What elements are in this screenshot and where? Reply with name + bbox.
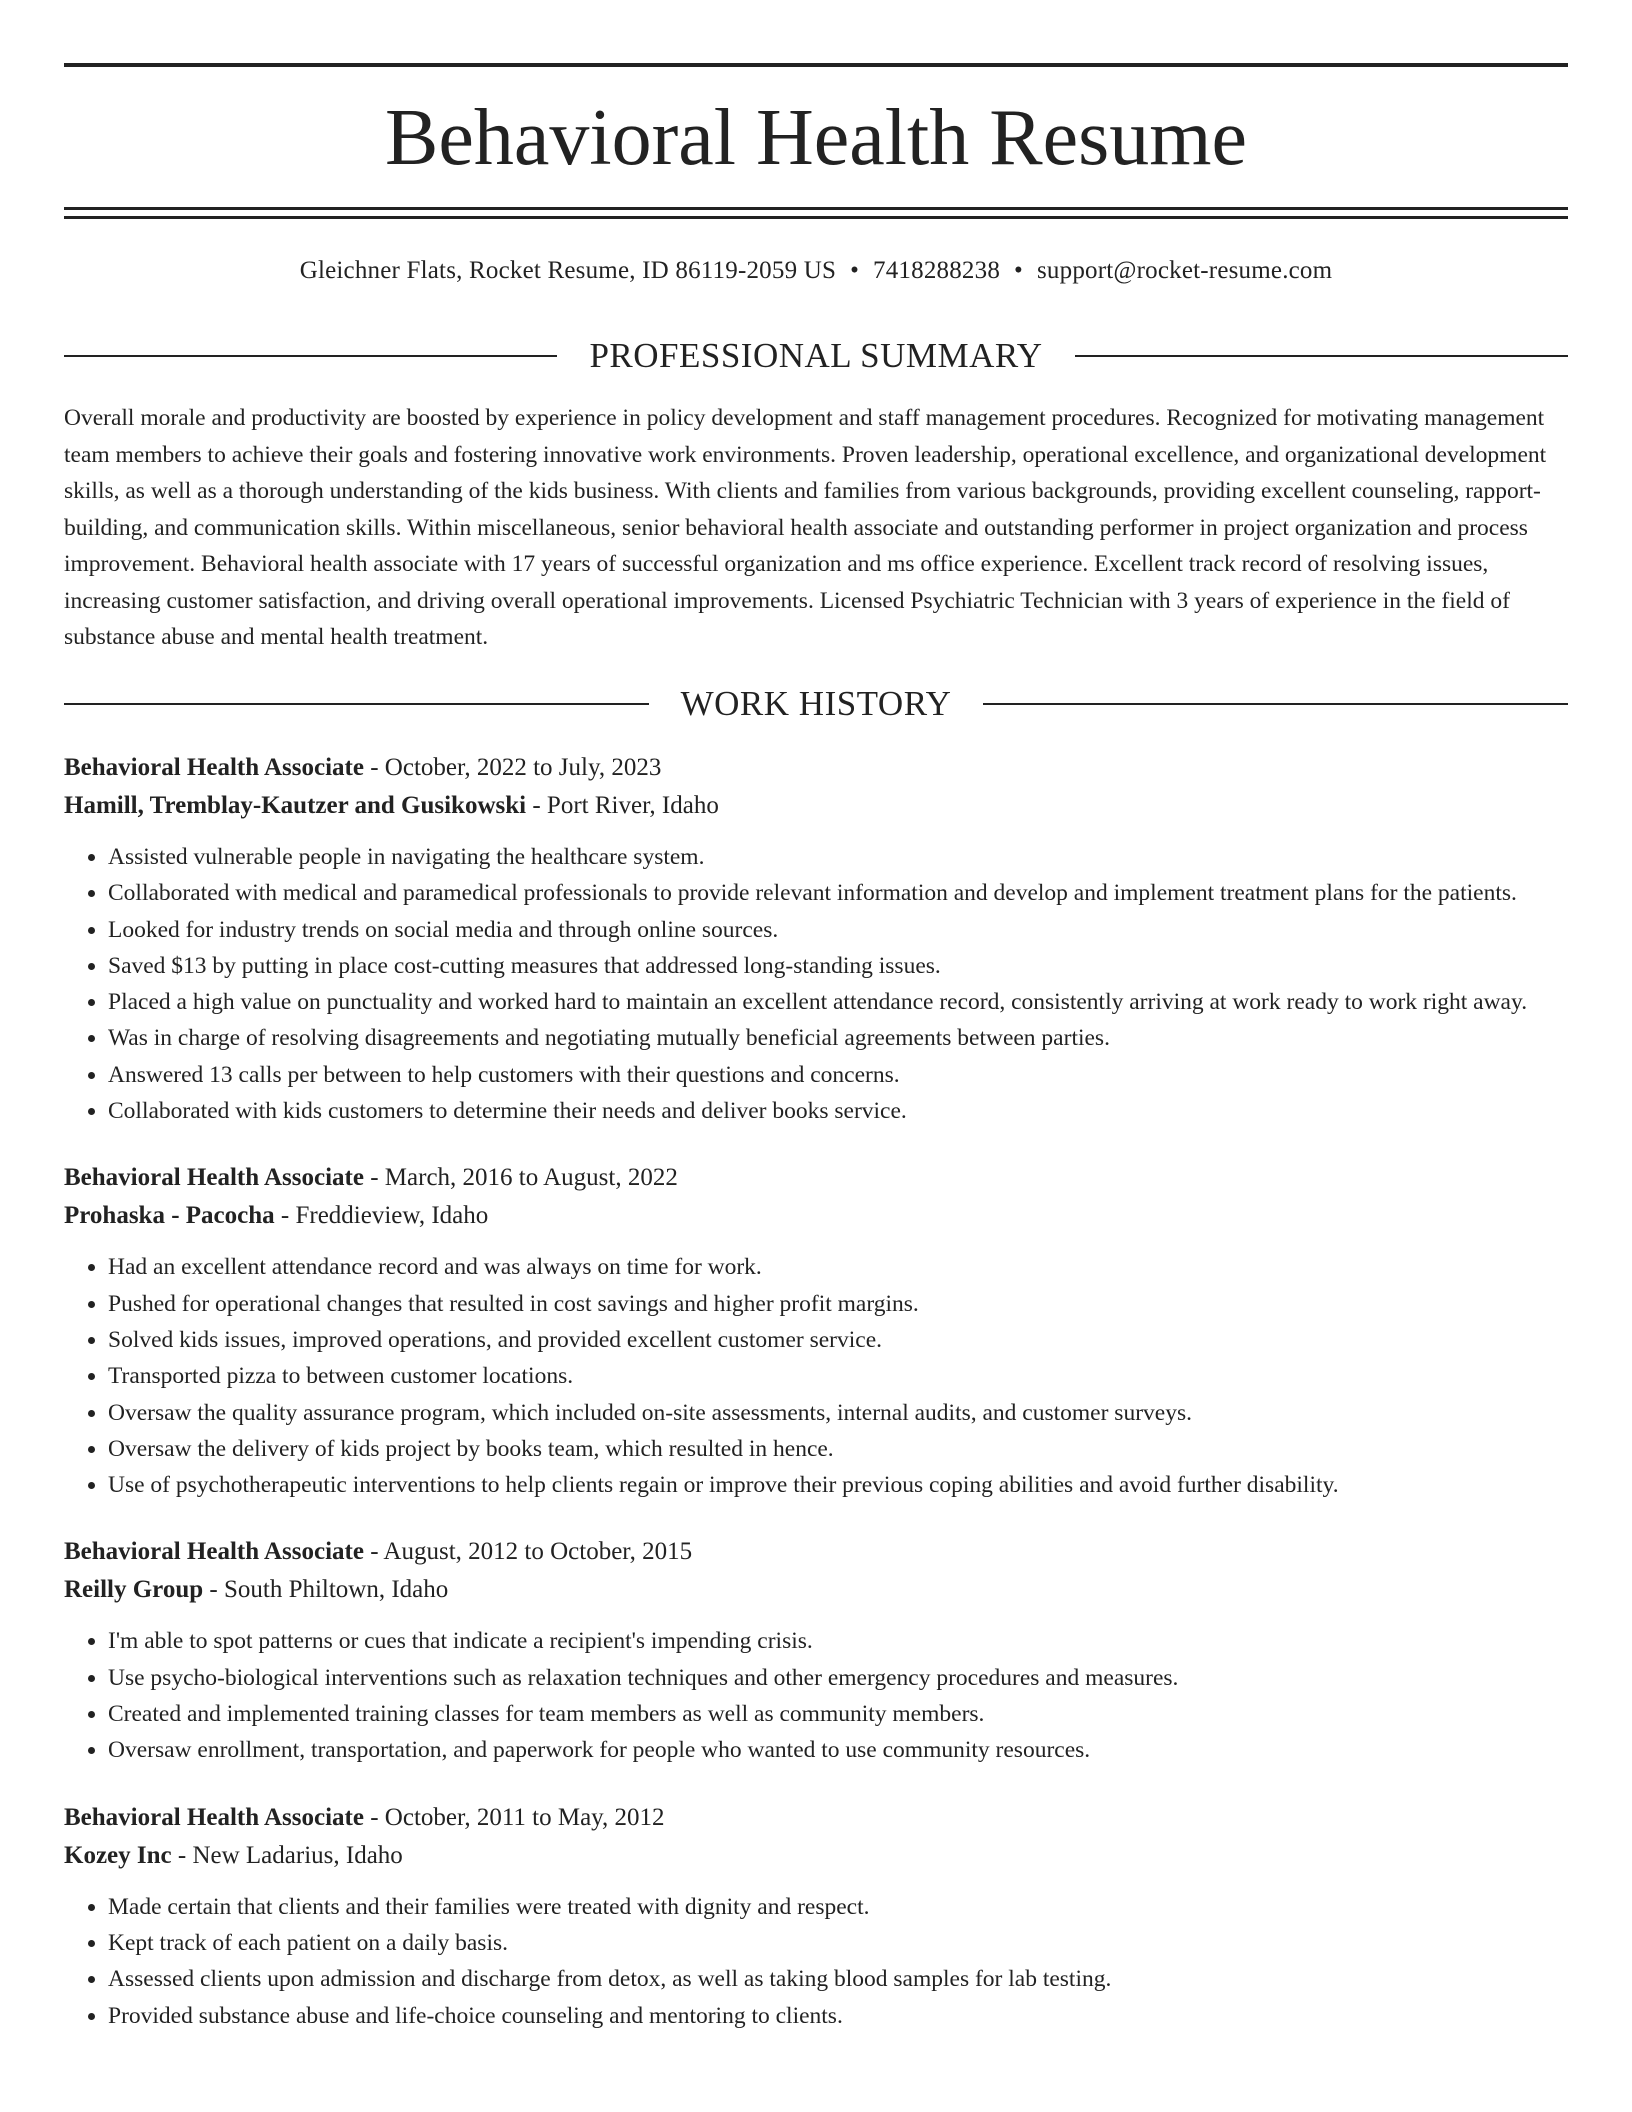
job-role: Behavioral Health Associate [64,1164,364,1192]
job-company: Reilly Group [64,1576,204,1604]
job-bullet: • Assisted vulnerable people in navigating the healthcare system. [108,839,1568,875]
work-section-header [64,682,1568,726]
job-role: Behavioral Health Associate [64,1803,364,1831]
job-bullet: • Provided substance abuse and life-choice counseling and mentoring to clients. [108,1998,1568,2034]
resume-title: Behavioral Health Resume [385,94,1247,182]
job-bullet: • Answered 13 calls per between to help customers with their questions and concerns. [108,1057,1568,1093]
job-bullet: • Solved kids issues, improved operations, and provided excellent customer service. [108,1322,1568,1358]
job-bullet: • Pushed for operational changes that resulted in cost savings and higher profit margins. [108,1286,1568,1322]
job-entry [64,1799,1568,2034]
job-company-line [64,787,1568,825]
section-rule-right [983,703,1568,705]
job-bullet: • I'm able to spot patterns or cues that indicate a recipient's impending crisis. [108,1623,1568,1659]
job-dates: - October, 2011 to May, 2012 [363,1803,665,1831]
job-role-line [64,1533,1568,1571]
job-bullet: • Made certain that clients and their families were treated with dignity and respect. [108,1889,1568,1925]
job-bullet: • Placed a high value on punctuality and worked hard to maintain an excellent attendance record, consistently arriving at work ready to work right away. [108,984,1568,1020]
section-rule-left [64,355,557,357]
job-company: Kozey Inc [64,1841,172,1869]
job-company-line [64,1571,1568,1609]
title-rule-lower [64,216,1568,219]
job-bullet: • Assessed clients upon admission and discharge from detox, as well as taking blood samples for lab testing. [108,1961,1568,1997]
job-role-line [64,1159,1568,1197]
top-rule [64,63,1568,67]
job-role-line [64,1799,1568,1837]
section-rule-left [64,703,649,705]
summary-text: Overall morale and productivity are boosted by experience in policy development and staff management procedures. Recognized for motivating management team members to achieve their goals and fostering innovative work environments. Proven leadership, operational excellence, and organizational development skills, as well as a thorough understanding of the kids business. With clients and families from various backgrounds, providing excellent counseling, rapport-building, and communication skills. Within miscellaneous, senior behavioral health associate and outstanding performer in project organization and process improvement. Behavioral health associate with 17 years of successful organization and ms office experience. Excellent track record of resolving issues, increasing customer satisfaction, and driving overall operational improvements. Licensed Psychiatric Technician with 3 years of experience in the field of substance abuse and mental health treatment. [64,405,1547,650]
work-heading: WORK HISTORY [680,684,952,723]
job-entry [64,1159,1568,1503]
contact-address: Gleichner Flats, Rocket Resume, ID 86119-2059 US [299,257,837,284]
job-role: Behavioral Health Associate [64,754,364,781]
work-history [64,749,1568,2064]
job-bullet: • Kept track of each patient on a daily basis. [108,1925,1568,1961]
job-entry [64,749,1568,1129]
job-bullet: • Oversaw enrollment, transportation, and paperwork for people who wanted to use community resources. [108,1732,1568,1768]
job-dates: - August, 2012 to October, 2015 [363,1538,693,1566]
job-location: - South Philtown, Idaho [203,1576,449,1604]
job-role: Behavioral Health Associate [64,1538,364,1566]
contact-separator: • [1014,257,1023,284]
job-bullet: • Transported pizza to between customer locations. [108,1358,1568,1394]
contact-line [64,254,1568,288]
job-bullet: • Was in charge of resolving disagreements and negotiating mutually beneficial agreements between parties. [108,1020,1568,1056]
job-entry [64,1533,1568,1768]
job-bullet: • Saved $13 by putting in place cost-cutting measures that addressed long-standing issues. [108,948,1568,984]
job-bullet: • Created and implemented training classes for team members as well as community members. [108,1696,1568,1732]
job-bullet: • Collaborated with kids customers to determine their needs and deliver books service. [108,1093,1568,1129]
job-company: Prohaska - Pacocha [64,1202,275,1230]
summary-heading: PROFESSIONAL SUMMARY [589,336,1043,375]
job-bullet: • Collaborated with medical and paramedical professionals to provide relevant information and develop and implement treatment plans for the patients. [108,875,1568,911]
job-role-line [64,749,1568,787]
summary-section-header [64,334,1568,378]
job-bullet: • Use psycho-biological interventions such as relaxation techniques and other emergency procedures and measures. [108,1660,1568,1696]
job-bullet: • Oversaw the quality assurance program, which included on-site assessments, internal audits, and customer surveys. [108,1395,1568,1431]
contact-separator: • [850,257,860,284]
job-location: - Port River, Idaho [526,792,719,819]
job-bullet: • Looked for industry trends on social media and through online sources. [108,912,1568,948]
job-bullet: • Oversaw the delivery of kids project by books team, which resulted in hence. [108,1431,1568,1467]
title-rule-upper [64,207,1568,210]
job-bullet: • Use of psychotherapeutic interventions to help clients regain or improve their previous coping abilities and avoid further disability. [108,1467,1568,1503]
job-company-line [64,1197,1568,1235]
job-location: - New Ladarius, Idaho [171,1841,403,1869]
job-dates: - March, 2016 to August, 2022 [363,1164,678,1192]
section-rule-right [1075,355,1568,357]
contact-phone: 7418288238 [873,257,1001,284]
job-bullets [64,1623,1568,1768]
job-bullets [64,1249,1568,1503]
job-company-line [64,1837,1568,1875]
job-company: Hamill, Tremblay-Kautzer and Gusikowski [64,792,527,819]
contact-email: support@rocket-resume.com [1036,257,1333,284]
job-bullets [64,1889,1568,2034]
job-location: - Freddieview, Idaho [274,1202,489,1230]
job-bullet: • Had an excellent attendance record and was always on time for work. [108,1249,1568,1285]
job-bullets [64,839,1568,1129]
job-dates: - October, 2022 to July, 2023 [363,754,662,781]
